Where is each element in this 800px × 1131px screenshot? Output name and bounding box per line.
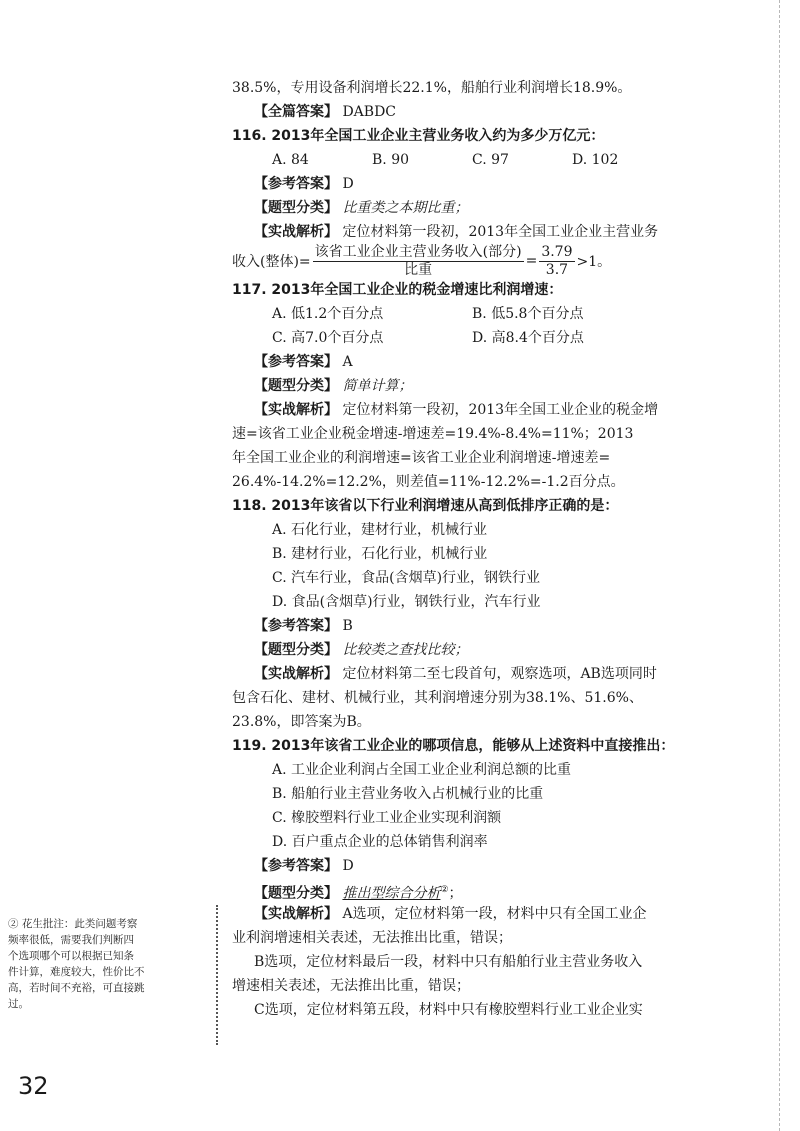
q116-option-a: A. 84 [272, 152, 309, 168]
formula-numerator-2: 3.79 [541, 243, 573, 260]
side-note-line: 频率很低，需要我们判断四 [8, 934, 134, 946]
q117-option-c: C. 高7.0个百分点 [272, 330, 384, 346]
q119-type-label: 【题型分类】 [254, 885, 338, 902]
q118-answer-value: B [342, 618, 353, 634]
q117-analysis-text-1: 定位材料第一段初，2013年全国工业企业的税金增 [342, 402, 659, 418]
q117-options-row2 [232, 326, 672, 350]
q116-type [232, 196, 672, 220]
q116-analysis-label: 【实战解析】 [254, 224, 338, 240]
q118-analysis-line-2: 包含石化、建材、机械行业，其利润增速分别为38.1%、51.6%、 [232, 690, 643, 706]
formula-denominator: 比重 [404, 261, 433, 278]
formula-suffix: >1。 [576, 254, 612, 270]
q117-stem: 117. 2013年全国工业企业的税金增速比利润增速： [232, 282, 563, 298]
side-note-line: 过。 [8, 998, 29, 1010]
q118-type-value: 比较类之查找比较； [342, 642, 469, 658]
side-note-line: 高，若时间不充裕，可直接跳 [8, 982, 145, 994]
q119-stem: 119. 2013年该省工业企业的哪项信息，能够从上述资料中直接推出： [232, 738, 675, 754]
q116-answer [232, 172, 672, 196]
q117-analysis-line-2: 速=该省工业企业税金增速-增速差=19.4%-8.4%=11%；2013 [232, 426, 634, 442]
q117-analysis [232, 398, 672, 422]
q118-analysis-line-3: 23.8%，即答案为B。 [232, 714, 371, 730]
q119-answer [232, 854, 672, 878]
q116-stem: 116. 2013年全国工业企业主营业务收入约为多少万亿元： [232, 128, 605, 144]
q118-answer [232, 614, 672, 638]
q117-type-value: 简单计算； [342, 378, 413, 394]
q118-stem: 118. 2013年该省以下行业利润增速从高到低排序正确的是： [232, 498, 619, 514]
footnote-marker: ② [440, 885, 449, 895]
q118-option-a: A. 石化行业，建材行业，机械行业 [272, 522, 488, 538]
q117-type [232, 374, 672, 398]
q117-type-label: 【题型分类】 [254, 378, 338, 394]
q118-option-c: C. 汽车行业，食品(含烟草)行业，钢铁行业 [272, 570, 541, 586]
q116-analysis [232, 220, 672, 244]
q118-type [232, 638, 672, 662]
q117-options-row1 [232, 302, 672, 326]
q119-option-a: A. 工业企业利润占全国工业企业利润总额的比重 [272, 762, 572, 778]
q116-type-label: 【题型分类】 [254, 200, 338, 216]
q119-option-b: B. 船舶行业主营业务收入占机械行业的比重 [272, 786, 544, 802]
q116-option-c: C. 97 [472, 152, 509, 168]
q119-analysis-line-5: C选项，定位材料第五段，材料中只有橡胶塑料行业工业企业实 [254, 1002, 643, 1018]
full-answer-value: DABDC [342, 104, 397, 120]
full-answer-label: 【全篇答案】 [254, 104, 338, 120]
q119-type-end: ； [448, 885, 463, 902]
q119-option-d: D. 百户重点企业的总体销售利润率 [272, 834, 488, 850]
q119-type-value: 推出型综合分析 [342, 885, 441, 902]
q119-analysis-label: 【实战解析】 [254, 906, 338, 922]
formula-numerator: 该省工业企业主营业务收入(部分) [314, 243, 522, 260]
q117-analysis-line-3: 年全国工业企业的利润增速=该省工业企业利润增速-增速差= [232, 450, 611, 466]
page-body [232, 76, 675, 1022]
right-margin-dots [779, 0, 782, 1131]
q119-answer-label: 【参考答案】 [254, 858, 338, 874]
formula-denominator-2: 3.7 [545, 261, 569, 278]
q116-analysis-text: 定位材料第一段初，2013年全国工业企业主营业务 [342, 224, 659, 240]
q118-option-d: D. 食品(含烟草)行业，钢铁行业，汽车行业 [272, 594, 541, 610]
q118-analysis [232, 662, 672, 686]
q116-options [232, 148, 672, 172]
q118-type-label: 【题型分类】 [254, 642, 338, 658]
formula-fraction-2 [539, 244, 574, 279]
q116-option-d: D. 102 [572, 152, 619, 168]
q116-type-value: 比重类之本期比重； [342, 200, 469, 216]
formula-prefix: 收入(整体)= [232, 254, 311, 270]
intro-line: 38.5%，专用设备利润增长22.1%，船舶行业利润增长18.9%。 [232, 80, 632, 96]
q117-answer [232, 350, 672, 374]
q117-analysis-label: 【实战解析】 [254, 402, 338, 418]
q118-analysis-text-1: 定位材料第二至七段首句，观察选项，AB选项同时 [342, 666, 657, 682]
q118-answer-label: 【参考答案】 [254, 618, 338, 634]
q116-option-b: B. 90 [372, 152, 410, 168]
q117-option-b: B. 低5.8个百分点 [472, 306, 584, 322]
side-note-line: ② 花生批注：此类问题考察 [8, 918, 138, 930]
formula-equals: = [525, 253, 538, 269]
full-answer [232, 100, 672, 124]
q119-analysis-line-2: 业利润增速相关表述，无法推出比重，错误； [232, 930, 512, 946]
q119-type [232, 878, 672, 902]
side-note-line: 件计算，难度较大，性价比不 [8, 966, 145, 978]
q116-answer-label: 【参考答案】 [254, 176, 338, 192]
q119-analysis-text-1: A选项，定位材料第一段，材料中只有全国工业企 [342, 906, 647, 922]
q116-answer-value: D [342, 176, 354, 192]
q118-analysis-label: 【实战解析】 [254, 666, 338, 682]
q117-answer-label: 【参考答案】 [254, 354, 338, 370]
q119-analysis [232, 902, 672, 926]
q119-answer-value: D [342, 858, 354, 874]
q119-analysis-line-4: 增速相关表述，无法推出比重，错误； [232, 978, 470, 994]
q117-analysis-line-4: 26.4%-14.2%=12.2%，则差值=11%-12.2%=-1.2百分点。 [232, 474, 625, 490]
q118-option-b: B. 建材行业，石化行业，机械行业 [272, 546, 488, 562]
q117-answer-value: A [342, 354, 353, 370]
page-number: 32 [18, 1072, 49, 1100]
q119-analysis-line-3: B选项，定位材料最后一段，材料中只有船舶行业主营业务收入 [254, 954, 643, 970]
q117-option-d: D. 高8.4个百分点 [472, 330, 584, 346]
q119-option-c: C. 橡胶塑料行业工业企业实现利润额 [272, 810, 502, 826]
side-note [8, 916, 204, 1012]
side-note-line: 个选项哪个可以根据已知条 [8, 950, 134, 962]
side-note-divider [216, 905, 221, 1045]
formula-fraction-1 [313, 244, 524, 279]
q117-option-a: A. 低1.2个百分点 [272, 306, 384, 322]
q116-formula [232, 244, 672, 278]
